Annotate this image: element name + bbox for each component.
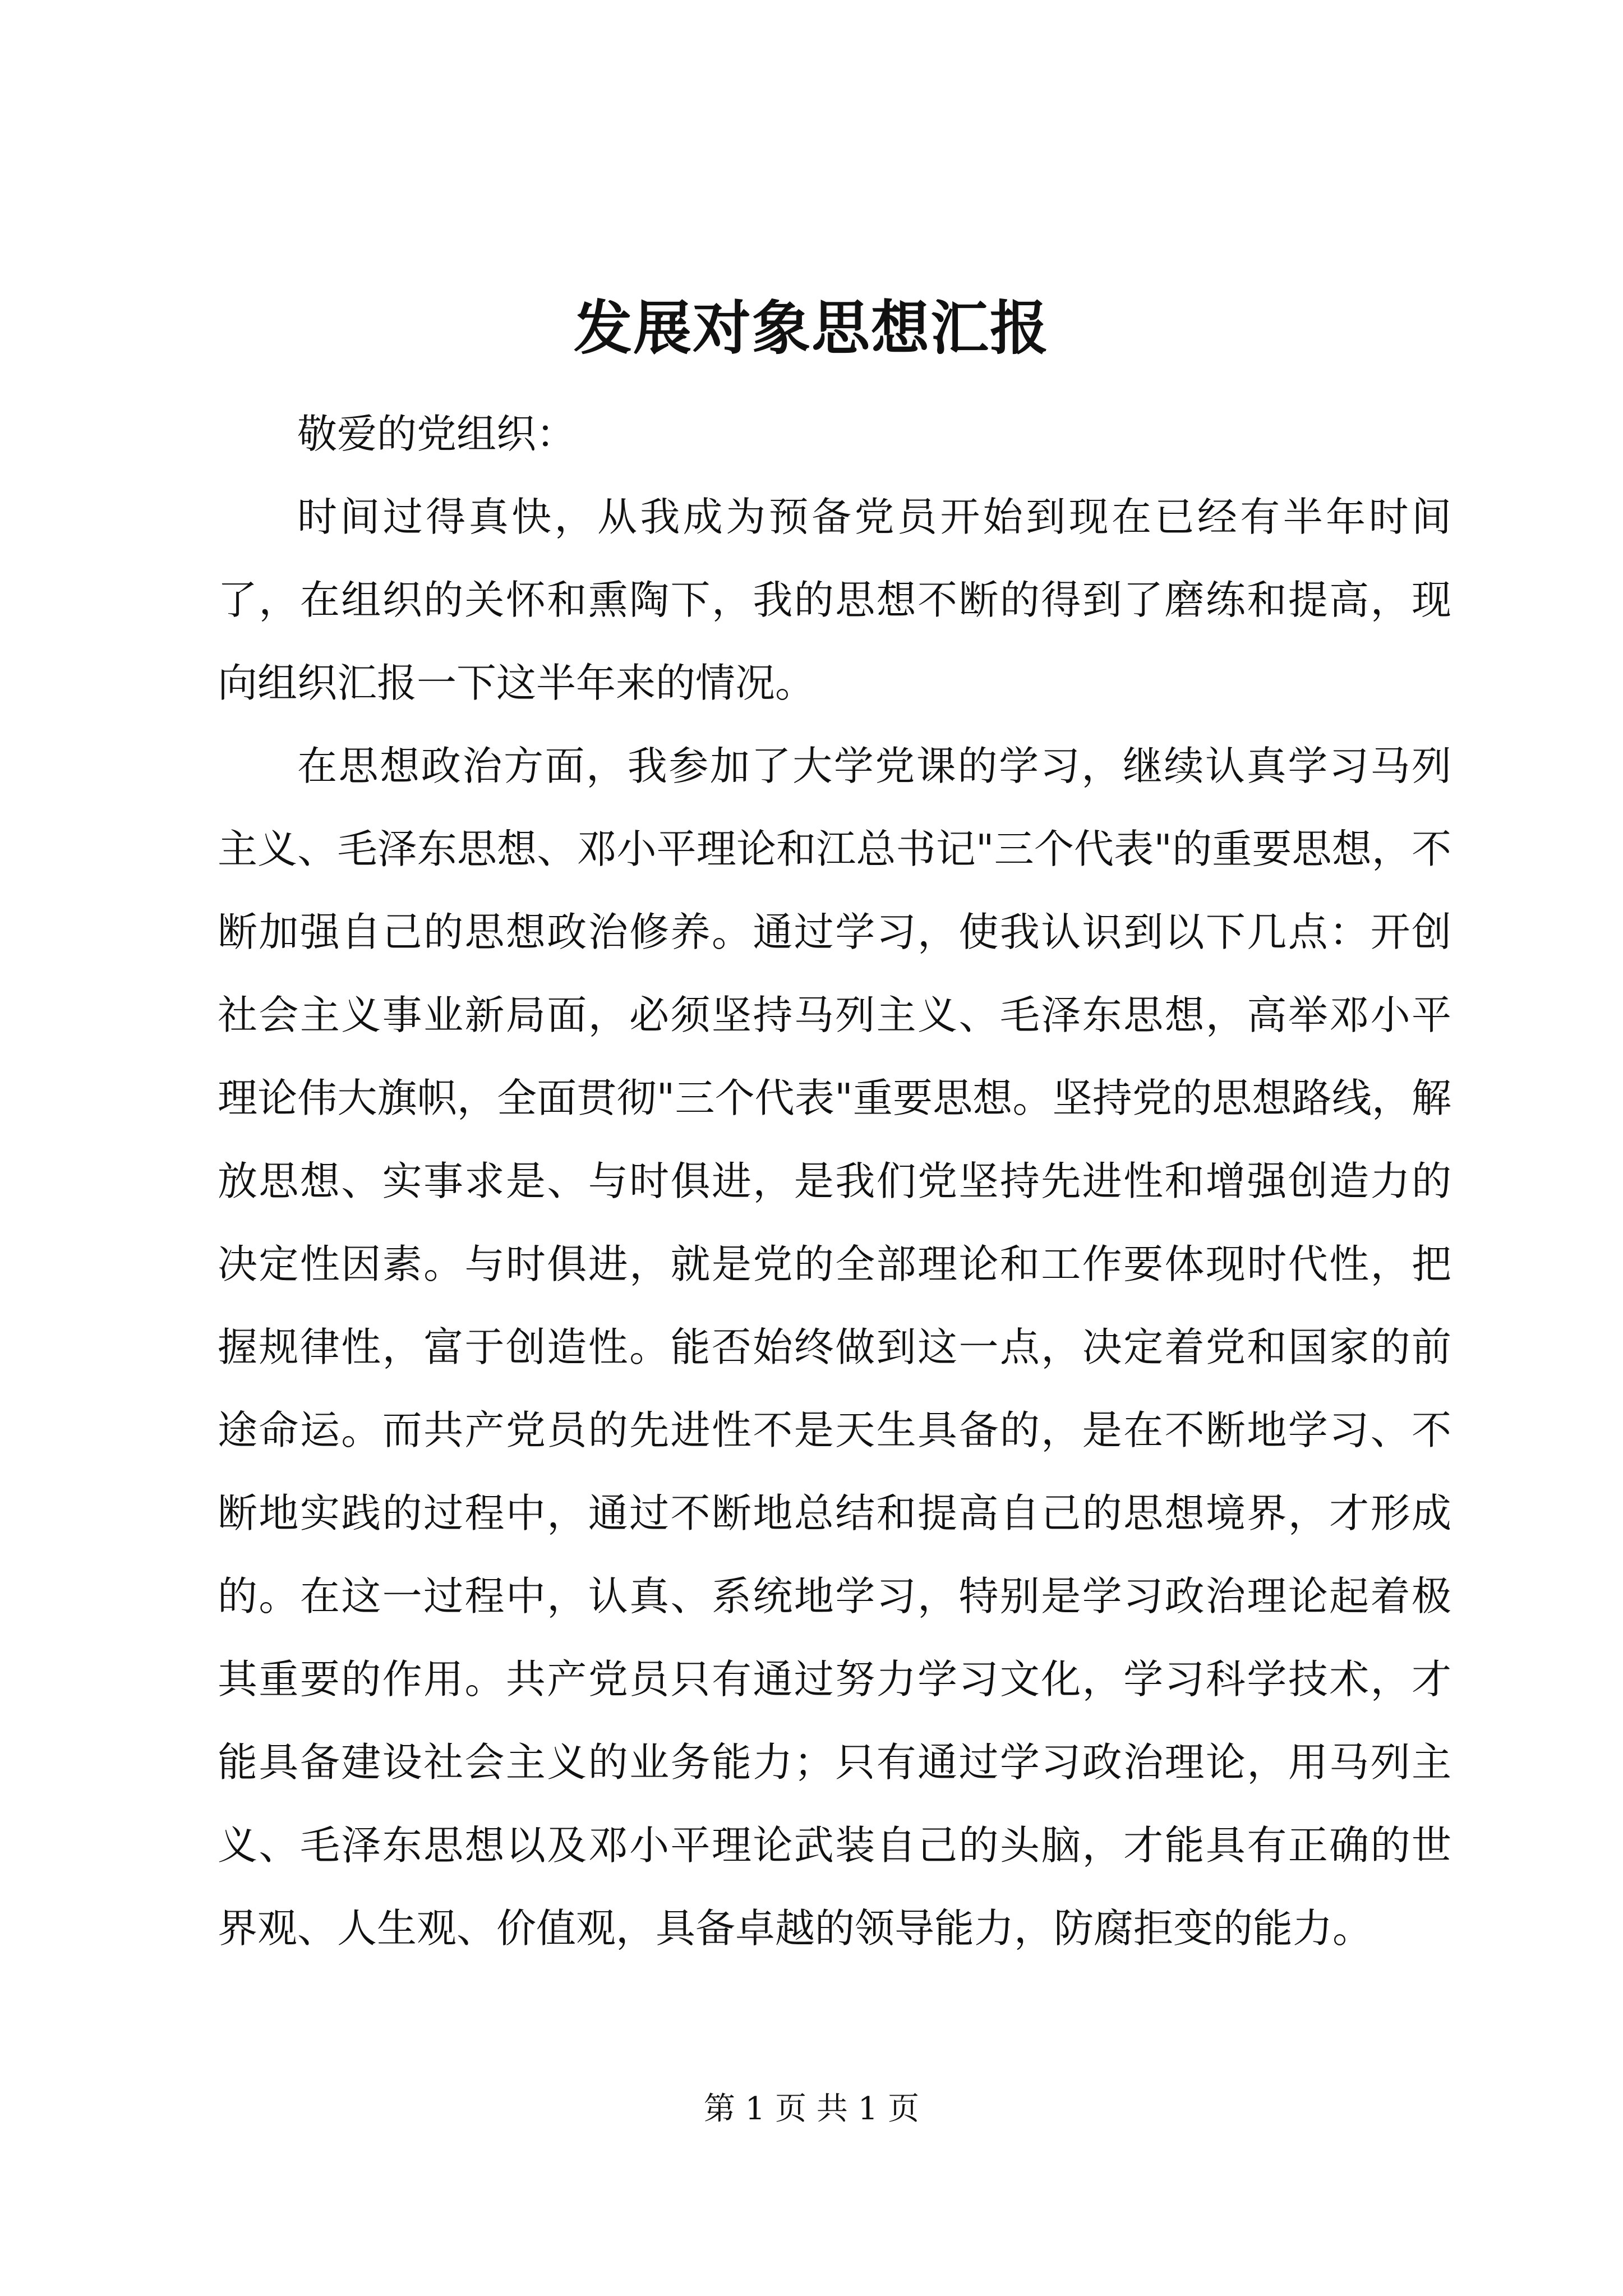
- document-title: 发展对象思想汇报: [573, 293, 1049, 362]
- paragraph-2: 在思想政治方面，我参加了大学党课的学习，继续认真学习马列主义、毛泽东思想、邓小平理论和江总书记"三个代表"的重要思想，不断加强自己的思想政治修养。通过学习，使我认识到以下几点：开创社会主义事业新局面，必须坚持马列主义、毛泽东思想，高举邓小平理论伟大旗帜，全面贯彻"三个代表"重要思想。坚持党的思想路线，解放思想、实事求是、与时俱进，是我们党坚持先进性和增强创造力的决定性因素。与时俱进，就是党的全部理论和工作要体现时代性，把握规律性，富于创造性。能否始终做到这一点，决定着党和国家的前途命运。而共产党员的先进性不是天生具备的，是在不断地学习、不断地实践的过程中，通过不断地总结和提高自己的思想境界，才形成的。在这一过程中，认真、系统地学习，特别是学习政治理论起着极其重要的作用。共产党员只有通过努力学习文化，学习科学技术，才能具备建设社会主义的业务能力；只有通过学习政治理论，用马列主义、毛泽东思想以及邓小平理论武装自己的头脑，才能具有正确的世界观、人生观、价值观，具备卓越的领导能力，防腐拒变的能力。: [218, 743, 1451, 1952]
- document-body: [218, 393, 1451, 1970]
- salutation: 敬爱的党组织：: [297, 411, 577, 457]
- page-footer: 第 1 页 共 1 页: [703, 2091, 920, 2127]
- paragraph-1: 时间过得真快，从我成为预备党员开始到现在已经有半年时间了，在组织的关怀和熏陶下，我的思想不断的得到了磨练和提高，现向组织汇报一下这半年来的情况。: [218, 494, 1451, 706]
